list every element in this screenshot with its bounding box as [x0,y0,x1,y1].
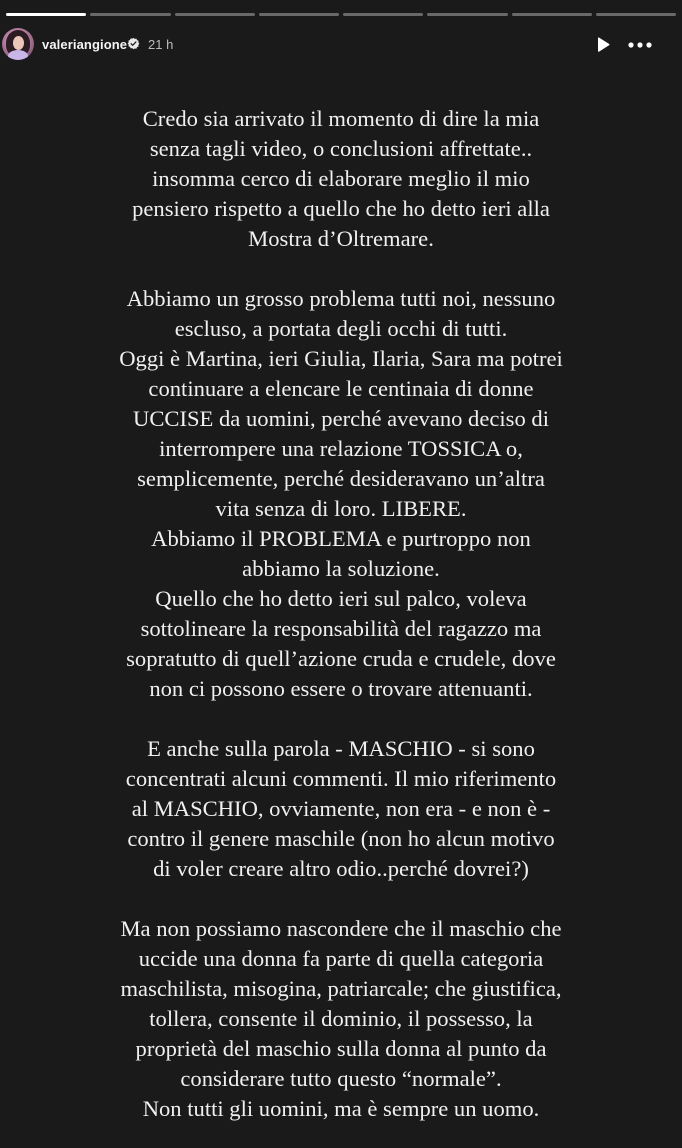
story-progress-bar [6,13,676,16]
avatar-clothing [8,50,28,60]
progress-segment [175,13,255,16]
verified-badge-icon [127,37,140,50]
story-paragraph: E anche sulla parola - MASCHIO - si sono concentrati alcuni commenti. Il mio riferimento al MASCHIO, ovviamente, non era - e non è - contro il genere maschile (non ho alcun motivo di voler creare altro odio..perché dovrei?) [125,736,557,881]
progress-segment [90,13,170,16]
progress-segment [343,13,423,16]
progress-segment [6,13,86,16]
more-icon[interactable] [627,35,653,55]
progress-segment [427,13,507,16]
progress-segment [512,13,592,16]
avatar-face [13,36,24,50]
play-icon[interactable] [593,35,613,55]
story-paragraph: Credo sia arrivato il momento di dire la mia senza tagli video, o conclusioni affrettate.. insomma cerco di elaborare meglio il mio pensiero rispetto a quello che ho detto ieri alla Mostra d’Oltremare. [132,106,550,251]
story-text-content [40,104,642,1124]
progress-segment [259,13,339,16]
avatar[interactable] [2,28,34,60]
progress-segment [596,13,676,16]
story-header [0,28,682,64]
story-paragraph: Ma non possiamo nascondere che il maschio che uccide una donna fa parte di quella categoria maschilista, misogina, patriarcale; che giustifica, tollera, consente il dominio, il possesso, la proprietà del maschio sulla donna al punto da considerare tutto questo “normale”. Non tutti gli uomini, ma è sempre un uomo. [120,916,562,1121]
story-paragraph: Abbiamo un grosso problema tutti noi, nessuno escluso, a portata degli occhi di tutti. Oggi è Martina, ieri Giulia, Ilaria, Sara ma potrei continuare a elencare le centinaia di donne UCCISE da uomini, perché avevano deciso di interrompere una relazione TOSSICA o, semplicemente, perché desideravano un’altra vita senza di loro. LIBERE. Abbiamo il PROBLEMA e purtroppo non abbiamo la soluzione. Quello che ho detto ieri sul palco, voleva sottolineare la responsabilità del ragazzo ma sopratutto di quell’azione cruda e crudele, dove non ci possono essere o trovare attenuanti. [119,286,563,701]
post-time: 21 h [148,37,174,52]
username-link[interactable]: valeriangione [42,37,128,52]
progress-fill [6,13,86,16]
